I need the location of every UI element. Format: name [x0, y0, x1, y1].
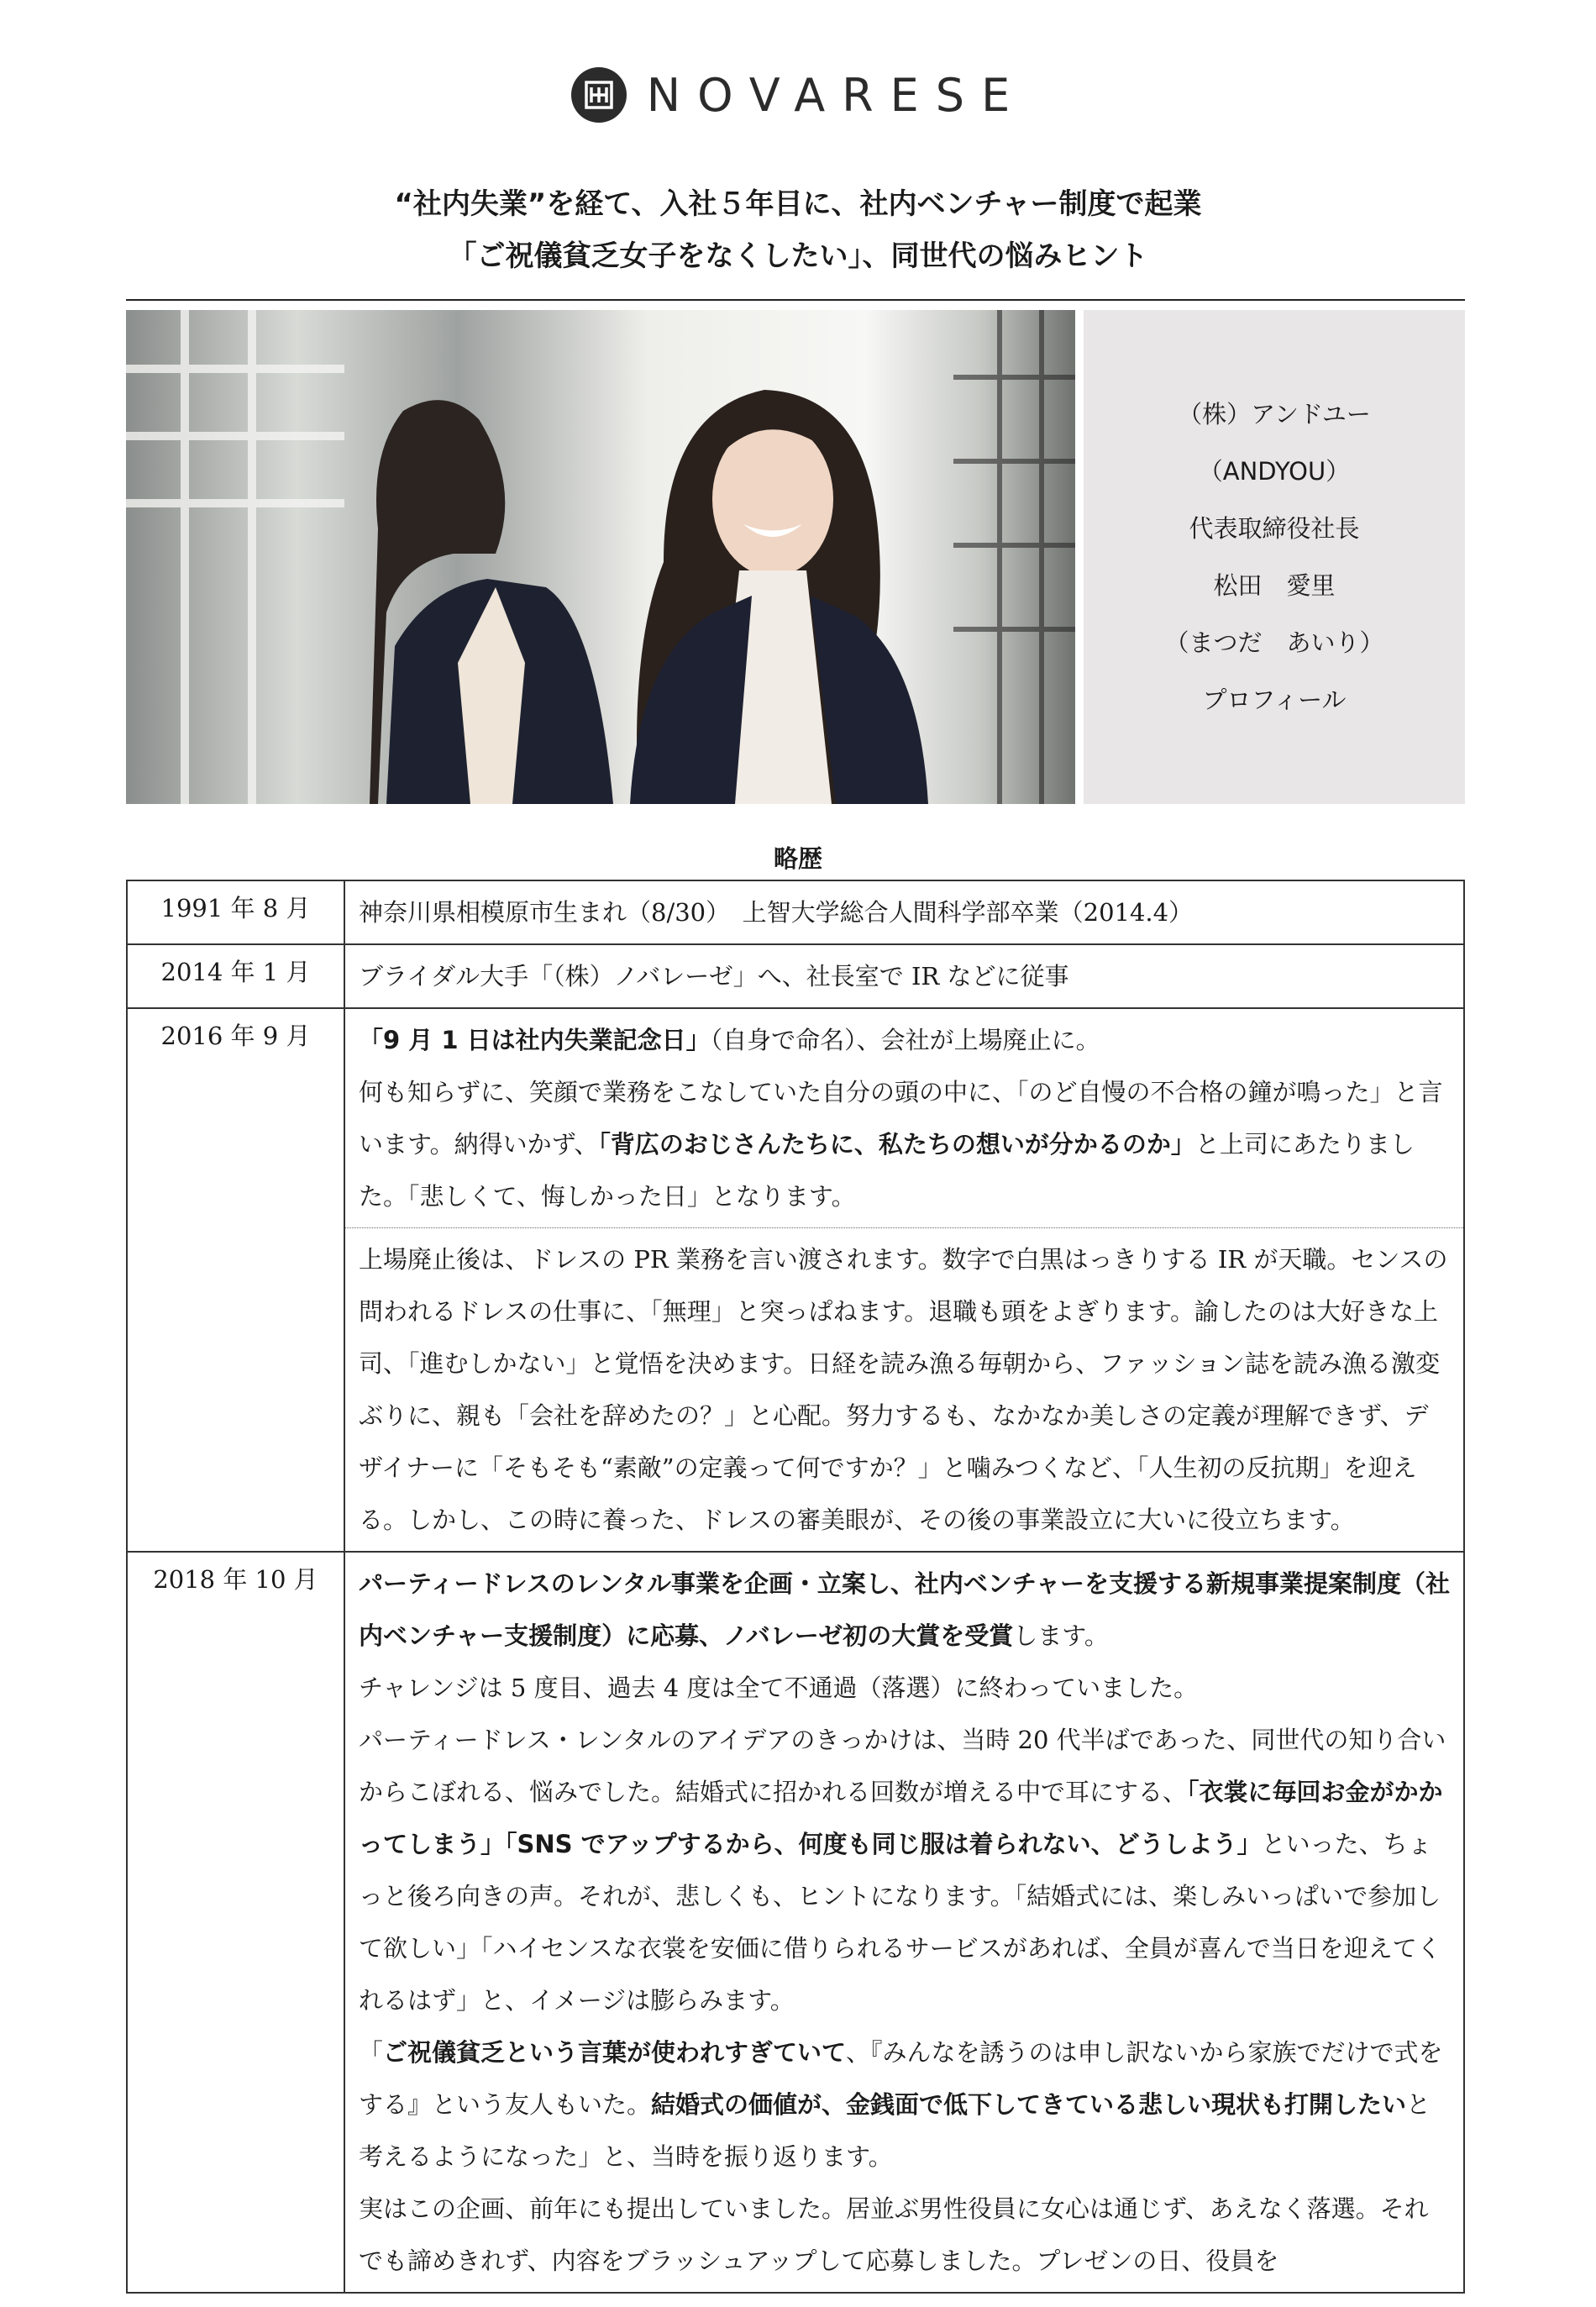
history-date: 1991 年 8 月: [127, 880, 344, 944]
hero-section: [126, 310, 1465, 804]
history-date: 2014 年 1 月: [127, 944, 344, 1008]
history-date: 2016 年 9 月: [127, 1008, 344, 1552]
body-text: と上司にあたりました。「悲しくて、悔しかった日」となります。: [359, 1130, 1415, 1211]
history-description: [344, 1552, 1464, 2293]
body-text: 実はこの企画、前年にも提出していました。居並ぶ男性役員に女心は通じず、あえなく落選。それでも諦めきれず、内容をブラッシュアップして応募しました。プレゼンの日、役員を: [359, 2194, 1429, 2275]
body-text: 、『みんなを誘うのは申し訳ないから家族でだけで式をする』という友人もいた。: [359, 2038, 1443, 2119]
body-text: チャレンジは 5 度目、過去 4 度は全て不通過（落選）に終わっていました。: [359, 1674, 1199, 1702]
body-text: パーティードレス・レンタルのアイデアのきっかけは、当時 20 代半ばであった、同世代の知り合いからこぼれる、悩みでした。結婚式に招かれる回数が増える中で耳にする、: [359, 1726, 1446, 1806]
history-paragraph: [359, 886, 1452, 938]
profile-panel: [1084, 310, 1465, 804]
profile-position: 代表取締役社長: [1189, 514, 1360, 543]
history-paragraph: [359, 2183, 1452, 2287]
emphasis-text: ご祝儀貧乏という言葉が使われすぎていて: [383, 2038, 847, 2067]
history-description: [344, 944, 1464, 1008]
headline-line-1: “社内失業”を経て、入社５年目に、社内ベンチャー制度で起業: [394, 187, 1202, 221]
history-row: [127, 1008, 1464, 1552]
history-table: [126, 880, 1465, 2294]
headline-line-2: 「ご祝儀貧乏女子をなくしたい」、同世代の悩みヒント: [448, 239, 1148, 273]
history-row: [127, 880, 1464, 944]
emphasis-text: 「背広のおじさんたちに、私たちの想いが分かるのか」: [598, 1130, 1195, 1159]
history-row: [127, 944, 1464, 1008]
history-description: [344, 880, 1464, 944]
history-row: [127, 1552, 1464, 2293]
body-text: 「: [359, 2038, 384, 2067]
logo: [0, 66, 1596, 124]
body-text: （自身で命名）、会社が上場廃止に。: [710, 1026, 1100, 1054]
history-paragraph: [359, 950, 1452, 1002]
history-paragraph: [359, 2026, 1452, 2183]
emphasis-text: パーティードレスのレンタル事業を企画・立案し、社内ベンチャーを支援する新規事業提案制度（社内ベンチャー支援制度）に応募、ノバレーゼ初の大賞を受賞: [359, 1569, 1451, 1650]
emphasis-text: 「9 月 1 日は社内失業記念日」: [359, 1026, 711, 1054]
history-description: [344, 1008, 1464, 1552]
profile-name-kana: （まつだ あいり）: [1164, 628, 1384, 657]
body-text: といった、ちょっと後ろ向きの声。それが、悲しくも、ヒントになります。「結婚式には、楽しみいっぱいで参加して欲しい」「ハイセンスな衣裳を安価に借りられるサービスがあれば、全員が喜んで当日を迎えてくれるはず」と、イメージは膨らみます。: [359, 1830, 1441, 2015]
logo-wordmark: NOVARESE: [646, 68, 1027, 122]
portrait-photo: [126, 310, 1075, 804]
novarese-monogram-icon: [570, 66, 628, 124]
profile-name: 松田 愛里: [1213, 571, 1336, 600]
body-text: 上場廃止後は、ドレスの PR 業務を言い渡されます。数字で白黒はっきりする IR が天職。センスの問われるドレスの仕事に、「無理」と突っぱねます。退職も頭をよぎります。諭したのは大好きな上司、「進むしかない」と覚悟を決めます。日経を読み漁る毎朝から、ファッション誌を読み漁る激変ぶりに、親も「会社を辞めたの？」と心配。努力するも、なかなか美しさの定義が理解できず、デザイナーに「そもそも“素敵”の定義って何ですか？」と噛みつくなど、「人生初の反抗期」を迎える。しかし、この時に養った、ドレスの審美眼が、その後の事業設立に大いに役立ちます。: [359, 1245, 1448, 1534]
body-text: 何も知らずに、笑顔で業務をこなしていた自分の頭の中に、「のど自慢の不合格の鐘が鳴った」と言います。納得いかず、: [359, 1078, 1443, 1159]
history-paragraph: [359, 1714, 1452, 2026]
history-paragraph: [359, 1662, 1452, 1714]
emphasis-text: 「衣裳に毎回お金がかかってしまう」「SNS でアップするから、何度も同じ服は着られない、どうしよう」: [359, 1778, 1443, 1858]
header-divider: [126, 299, 1465, 301]
history-title: 略歴: [773, 844, 822, 873]
history-date: 2018 年 10 月: [127, 1552, 344, 2293]
headline: [0, 178, 1596, 282]
history-paragraph: [359, 1014, 1452, 1066]
history-paragraph: [345, 1227, 1463, 1546]
history-paragraph: [359, 1066, 1452, 1222]
profile-company-en: （ANDYOU）: [1198, 457, 1351, 486]
body-text: ブライダル大手「（株）ノバレーゼ」へ、社長室で IR などに従事: [359, 962, 1069, 991]
body-text: と考えるようになった」と、当時を振り返ります。: [359, 2090, 1431, 2171]
body-text: 神奈川県相模原市生まれ（8/30） 上智大学総合人間科学部卒業（2014.4）: [359, 898, 1194, 927]
body-text: します。: [1013, 1621, 1109, 1650]
profile-label: プロフィール: [1202, 686, 1347, 714]
profile-company: （株）アンドユー: [1178, 400, 1371, 428]
history-paragraph: [359, 1558, 1452, 1662]
emphasis-text: 結婚式の価値が、金銭面で低下してきている悲しい現状も打開したい: [651, 2090, 1407, 2119]
